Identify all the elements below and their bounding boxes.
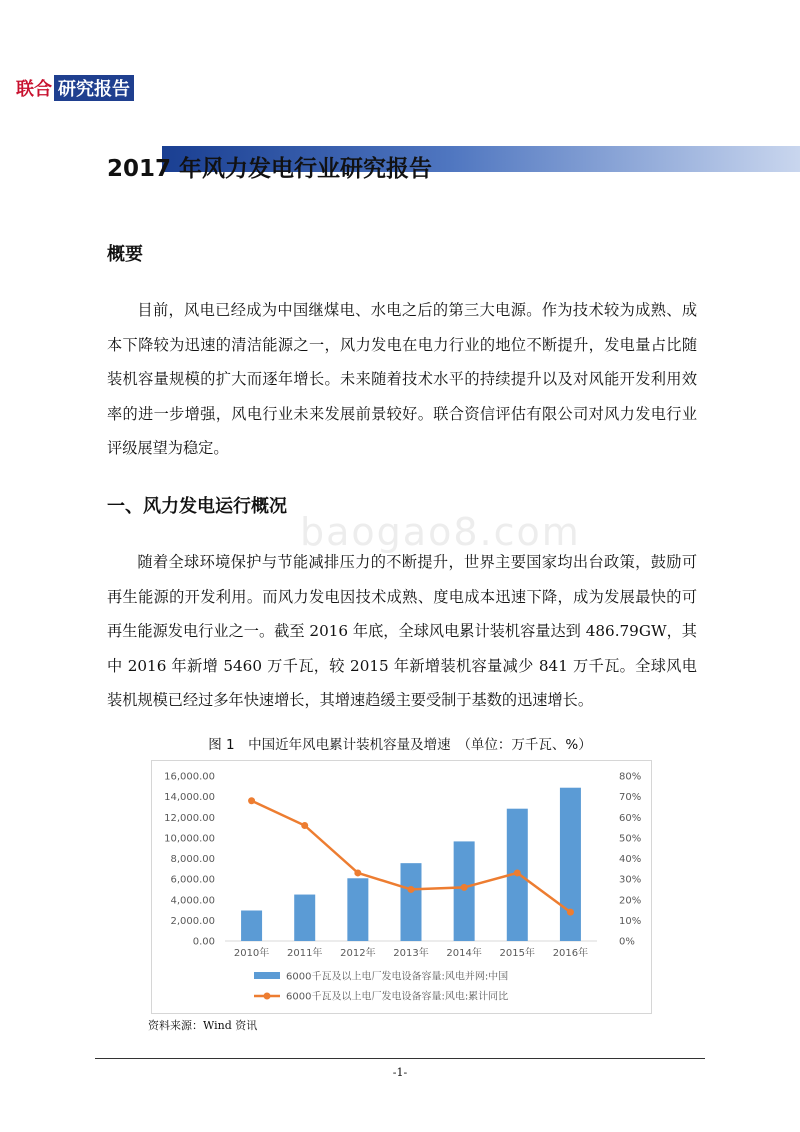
x-tick-label: 2012年 [340,948,376,959]
x-tick-label: 2014年 [446,948,482,959]
brand-part2: 研究报告 [54,75,134,101]
y-right-tick-label: 50% [619,833,642,845]
section1-paragraph: 随着全球环境保护与节能减排压力的不断提升，世界主要国家均出台政策，鼓励可再生能源的开发利用。而风力发电因技术成熟、度电成本迅速下降，成为发展最快的可再生能源发电行业之一。截至 2016 年底，全球风电累计装机容量达到 486.79GW，其中 2016 年新增 5460 万千瓦，较 2015 年新增装机容量减少 841 万千瓦。全球风电装机规模已经过多年快速增长，其增速趋缓主要受制于基数的迅速增长。 [107,553,697,709]
legend-label-bar: 6000千瓦及以上电厂发电设备容量:风电并网:中国 [286,971,509,983]
bar [294,895,315,941]
wind-capacity-chart [152,761,651,1013]
y-right-tick-label: 80% [619,771,642,783]
y-left-tick-label: 2,000.00 [170,915,215,927]
brand-logo [16,77,134,99]
y-right-tick-label: 20% [619,895,642,907]
legend-swatch-marker [264,993,271,1000]
line-point [461,884,468,891]
report-title: 2017 年风力发电行业研究报告 [107,156,433,182]
x-tick-label: 2016年 [552,948,589,959]
x-tick-label: 2010年 [233,948,270,959]
chart-container [151,760,652,1014]
figure-caption: 图 1 中国近年风电累计装机容量及增速 （单位：万千瓦、%） [208,737,592,753]
brand-part1: 联合 [16,79,52,100]
y-left-tick-label: 8,000.00 [170,854,215,865]
line-point [408,886,415,893]
line-point [248,797,255,804]
watermark: baogao8.com [300,510,581,554]
page-number: -1- [392,1066,408,1079]
y-left-tick-label: 10,000.00 [164,833,215,845]
summary-heading: 概要 [107,244,143,265]
y-left-tick-label: 0.00 [192,936,215,948]
y-left-tick-label: 12,000.00 [164,812,215,824]
y-right-tick-label: 40% [619,854,642,865]
x-tick-label: 2015年 [499,948,536,959]
summary-paragraph: 目前，风电已经成为中国继煤电、水电之后的第三大电源。作为技术较为成熟、成本下降较为迅速的清洁能源之一，风力发电在电力行业的地位不断提升，发电量占比随装机容量规模的扩大而逐年增长。未来随着技术水平的持续提升以及对风能开发利用效率的进一步增强，风电行业未来发展前景较好。联合资信评估有限公司对风力发电行业评级展望为稳定。 [107,301,697,457]
x-tick-label: 2013年 [393,948,429,959]
footer-divider [95,1058,705,1059]
legend-swatch-bar [254,972,280,979]
bar [347,878,368,941]
y-right-tick-label: 30% [619,874,642,886]
y-right-tick-label: 70% [619,792,642,804]
line-point [354,869,361,876]
x-tick-label: 2011年 [286,948,323,959]
y-left-tick-label: 14,000.00 [164,792,215,804]
legend-label-line: 6000千瓦及以上电厂发电设备容量:风电:累计同比 [286,991,509,1003]
y-left-tick-label: 16,000.00 [164,771,215,783]
section1-heading: 一、风力发电运行概况 [107,496,287,517]
source-note: 资料来源：Wind 资讯 [148,1019,258,1032]
y-right-tick-label: 60% [619,812,642,824]
bar [454,841,475,941]
line-point [514,869,521,876]
bar [560,788,581,941]
line-point [301,822,308,829]
bar [401,863,422,941]
y-right-tick-label: 0% [619,936,635,948]
bar [241,910,262,941]
y-left-tick-label: 4,000.00 [170,895,215,907]
y-right-tick-label: 10% [619,915,642,927]
y-left-tick-label: 6,000.00 [170,874,215,886]
line-point [567,909,574,916]
